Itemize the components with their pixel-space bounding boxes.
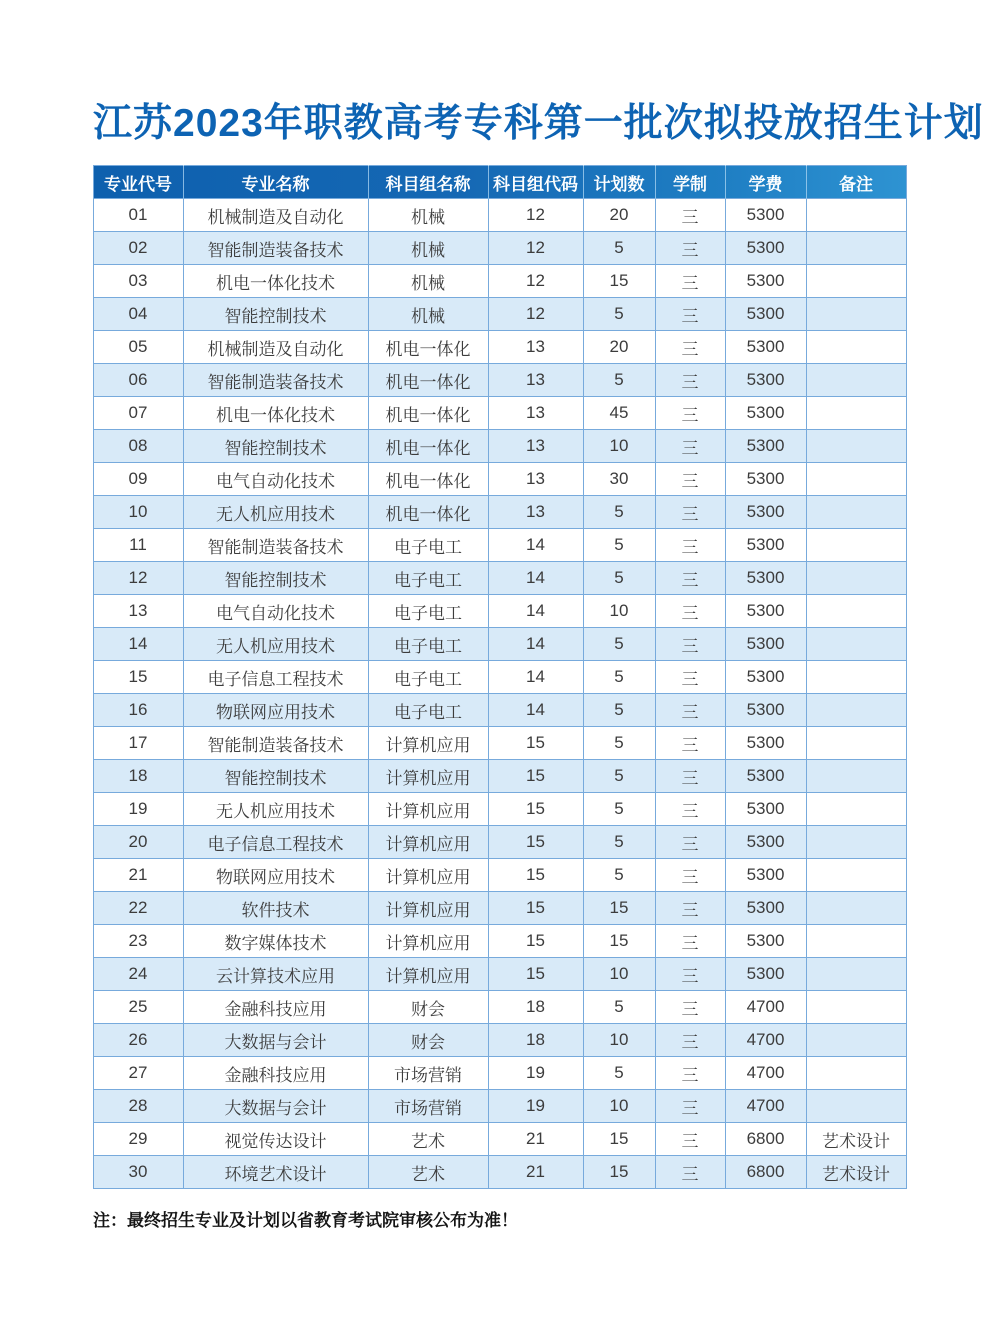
table-row [93,991,906,1024]
table-row [93,859,906,892]
table-row [93,595,906,628]
table-cell: 18 [488,991,583,1024]
table-cell: 数字媒体技术 [183,925,368,958]
table-cell: 13 [93,595,183,628]
column-header: 学费 [725,166,806,199]
table-cell: 机电一体化技术 [183,397,368,430]
table-cell: 电子电工 [368,595,488,628]
table-cell: 财会 [368,1024,488,1057]
table-cell [806,760,906,793]
table-cell: 三 [655,298,725,331]
table-cell: 三 [655,1057,725,1090]
table-row [93,364,906,397]
table-cell: 03 [93,265,183,298]
table-cell: 三 [655,364,725,397]
table-cell: 20 [583,199,655,232]
table-cell: 13 [488,496,583,529]
table-cell: 5300 [725,496,806,529]
table-cell: 10 [93,496,183,529]
table-cell: 15 [488,925,583,958]
table-cell: 三 [655,496,725,529]
table-cell: 5 [583,1057,655,1090]
table-cell: 金融科技应用 [183,1057,368,1090]
table-cell: 14 [93,628,183,661]
table-row [93,463,906,496]
table-cell: 机电一体化 [368,430,488,463]
table-cell: 11 [93,529,183,562]
table-cell: 15 [488,859,583,892]
table-row [93,265,906,298]
table-cell: 大数据与会计 [183,1090,368,1123]
table-cell: 物联网应用技术 [183,694,368,727]
table-cell: 机械 [368,199,488,232]
table-cell: 5300 [725,628,806,661]
table-cell: 15 [583,892,655,925]
table-cell: 01 [93,199,183,232]
table-cell: 5300 [725,859,806,892]
table-cell: 18 [93,760,183,793]
table-cell: 三 [655,1024,725,1057]
table-cell [806,430,906,463]
table-cell [806,793,906,826]
table-cell: 13 [488,430,583,463]
table-cell: 5 [583,991,655,1024]
table-cell: 电子电工 [368,628,488,661]
table-cell: 物联网应用技术 [183,859,368,892]
table-cell: 三 [655,1090,725,1123]
table-cell: 21 [488,1123,583,1156]
table-cell: 05 [93,331,183,364]
table-cell: 13 [488,463,583,496]
table-cell: 三 [655,760,725,793]
table-cell: 电子电工 [368,529,488,562]
table-cell: 5300 [725,958,806,991]
table-cell: 机电一体化 [368,496,488,529]
table-cell: 三 [655,727,725,760]
table-cell: 16 [93,694,183,727]
table-cell: 15 [488,826,583,859]
table-cell: 5300 [725,430,806,463]
table-cell: 14 [488,628,583,661]
table-cell: 10 [583,595,655,628]
table-cell: 14 [488,529,583,562]
table-row [93,793,906,826]
table-row [93,1057,906,1090]
table-cell: 5300 [725,793,806,826]
table-row [93,661,906,694]
table-cell: 09 [93,463,183,496]
column-header: 科目组名称 [368,166,488,199]
table-row [93,925,906,958]
table-cell: 智能控制技术 [183,430,368,463]
table-cell: 三 [655,826,725,859]
table-cell: 电子电工 [368,694,488,727]
table-cell [806,892,906,925]
table-cell: 智能制造装备技术 [183,364,368,397]
table-cell: 6800 [725,1123,806,1156]
table-cell: 市场营销 [368,1057,488,1090]
table-cell: 26 [93,1024,183,1057]
table-cell: 云计算技术应用 [183,958,368,991]
table-cell: 5300 [725,661,806,694]
table-cell: 三 [655,925,725,958]
table-cell: 10 [583,958,655,991]
table-cell: 5 [583,661,655,694]
table-cell: 三 [655,1156,725,1189]
table-cell: 三 [655,232,725,265]
table-cell: 15 [583,925,655,958]
table-cell: 10 [583,1090,655,1123]
table-cell: 14 [488,595,583,628]
table-cell: 5300 [725,463,806,496]
table-cell [806,364,906,397]
table-cell: 机电一体化 [368,364,488,397]
table-cell [806,991,906,1024]
table-cell: 大数据与会计 [183,1024,368,1057]
table-cell: 计算机应用 [368,859,488,892]
table-cell: 机械制造及自动化 [183,199,368,232]
table-cell [806,463,906,496]
table-row [93,892,906,925]
table-cell [806,595,906,628]
table-cell: 机电一体化 [368,331,488,364]
table-body [93,199,906,1189]
table-cell: 软件技术 [183,892,368,925]
table-cell: 15 [583,1156,655,1189]
table-cell: 12 [488,199,583,232]
table-cell: 5300 [725,331,806,364]
table-cell: 无人机应用技术 [183,628,368,661]
table-cell [806,694,906,727]
table-cell: 三 [655,595,725,628]
table-cell: 机电一体化 [368,397,488,430]
table-cell: 三 [655,628,725,661]
table-cell [806,529,906,562]
table-cell: 5300 [725,232,806,265]
table-cell: 24 [93,958,183,991]
table-row [93,430,906,463]
table-cell: 电子电工 [368,562,488,595]
table-cell: 4700 [725,1057,806,1090]
table-cell [806,265,906,298]
table-cell: 艺术设计 [806,1123,906,1156]
table-cell: 15 [488,727,583,760]
table-cell [806,628,906,661]
table-cell: 5300 [725,826,806,859]
table-row [93,562,906,595]
column-header: 科目组代码 [488,166,583,199]
table-cell: 15 [488,892,583,925]
table-cell: 5 [583,298,655,331]
column-header: 计划数 [583,166,655,199]
table-cell: 15 [93,661,183,694]
table-cell: 三 [655,661,725,694]
table-cell: 5300 [725,925,806,958]
table-cell: 19 [488,1090,583,1123]
table-cell: 22 [93,892,183,925]
footnote: 注：最终招生专业及计划以省教育考试院审核公布为准！ [93,1211,518,1230]
table-cell: 5300 [725,265,806,298]
table-cell: 28 [93,1090,183,1123]
table-cell: 5 [583,496,655,529]
table-cell: 5 [583,529,655,562]
table-cell: 5 [583,562,655,595]
table-cell: 三 [655,859,725,892]
table-cell: 27 [93,1057,183,1090]
table-row [93,694,906,727]
table-cell: 15 [488,760,583,793]
table-cell: 三 [655,265,725,298]
table-cell: 15 [488,958,583,991]
table-cell: 14 [488,562,583,595]
table-cell: 5300 [725,562,806,595]
table-row [93,760,906,793]
table-cell: 12 [488,265,583,298]
table-row [93,628,906,661]
table-cell [806,562,906,595]
table-cell: 5 [583,793,655,826]
table-cell: 智能控制技术 [183,760,368,793]
table-cell: 5300 [725,694,806,727]
table-cell: 5 [583,694,655,727]
table-cell [806,958,906,991]
table-cell: 20 [93,826,183,859]
table-cell: 29 [93,1123,183,1156]
table-cell: 21 [93,859,183,892]
table-cell: 5300 [725,199,806,232]
table-cell: 电子信息工程技术 [183,661,368,694]
table-cell: 机械 [368,232,488,265]
table-cell: 智能控制技术 [183,298,368,331]
table-cell: 4700 [725,991,806,1024]
table-cell [806,199,906,232]
table-cell [806,298,906,331]
table-cell: 18 [488,1024,583,1057]
table-row [93,496,906,529]
table-cell: 12 [93,562,183,595]
table-row [93,529,906,562]
table-cell: 30 [583,463,655,496]
table-row [93,1090,906,1123]
table-cell: 12 [488,298,583,331]
table-cell: 20 [583,331,655,364]
table-cell: 5300 [725,727,806,760]
table-row [93,958,906,991]
table-row [93,298,906,331]
table-cell: 13 [488,397,583,430]
table-cell: 13 [488,331,583,364]
table-cell: 智能制造装备技术 [183,727,368,760]
table-cell: 10 [583,430,655,463]
table-cell [806,661,906,694]
table-cell [806,232,906,265]
table-cell: 07 [93,397,183,430]
column-header: 学制 [655,166,725,199]
table-cell [806,826,906,859]
table-cell: 电气自动化技术 [183,595,368,628]
table-cell: 5 [583,364,655,397]
table-cell: 5300 [725,892,806,925]
table-cell: 计算机应用 [368,793,488,826]
table-cell: 17 [93,727,183,760]
table-cell: 5300 [725,298,806,331]
table-cell: 三 [655,397,725,430]
table-cell: 智能制造装备技术 [183,529,368,562]
table-row [93,727,906,760]
table-cell: 三 [655,562,725,595]
table-cell: 电气自动化技术 [183,463,368,496]
table-cell: 19 [488,1057,583,1090]
table-cell: 5 [583,628,655,661]
column-header: 备注 [806,166,906,199]
table-header [93,166,906,199]
table-cell: 02 [93,232,183,265]
column-header: 专业代号 [104,174,172,194]
table-cell: 5300 [725,364,806,397]
table-cell: 三 [655,958,725,991]
table-cell: 15 [583,265,655,298]
table-cell: 三 [655,529,725,562]
table-cell: 25 [93,991,183,1024]
table-row [93,1156,906,1189]
table-cell: 电子信息工程技术 [183,826,368,859]
table-cell: 三 [655,793,725,826]
table-cell [806,496,906,529]
table-cell: 5300 [725,529,806,562]
table-cell: 无人机应用技术 [183,496,368,529]
table-cell: 5300 [725,595,806,628]
page-title: 江苏2023年职教高考专科第一批次拟投放招生计划 [93,102,984,145]
table-cell: 计算机应用 [368,958,488,991]
table-cell: 14 [488,694,583,727]
table-row [93,397,906,430]
table-cell [806,859,906,892]
table-cell: 计算机应用 [368,826,488,859]
table-cell: 计算机应用 [368,760,488,793]
table-cell: 计算机应用 [368,925,488,958]
table-cell: 08 [93,430,183,463]
table-cell: 30 [93,1156,183,1189]
table-cell: 三 [655,694,725,727]
table-cell [806,397,906,430]
table-cell: 艺术 [368,1156,488,1189]
table-cell: 三 [655,463,725,496]
table-cell: 电子电工 [368,661,488,694]
table-cell: 21 [488,1156,583,1189]
table-cell: 机械 [368,298,488,331]
table-cell: 环境艺术设计 [183,1156,368,1189]
table-cell: 5 [583,232,655,265]
table-cell: 机电一体化技术 [183,265,368,298]
table-cell: 三 [655,430,725,463]
table-cell: 13 [488,364,583,397]
table-cell: 5 [583,760,655,793]
table-cell: 无人机应用技术 [183,793,368,826]
table-cell: 15 [583,1123,655,1156]
table-cell: 45 [583,397,655,430]
table-row [93,1123,906,1156]
table-cell: 23 [93,925,183,958]
table-row [93,1024,906,1057]
table-cell: 金融科技应用 [183,991,368,1024]
table-cell: 19 [93,793,183,826]
table-cell: 5 [583,859,655,892]
table-cell: 5300 [725,397,806,430]
table-cell: 智能控制技术 [183,562,368,595]
table-cell: 6800 [725,1156,806,1189]
table-cell: 4700 [725,1090,806,1123]
table-header-row [93,166,906,199]
table-cell: 艺术 [368,1123,488,1156]
table-row [93,232,906,265]
table-cell: 5300 [725,760,806,793]
table-cell [806,1024,906,1057]
table-cell: 三 [655,1123,725,1156]
table-cell: 机械 [368,265,488,298]
table-cell: 三 [655,199,725,232]
table-cell: 智能制造装备技术 [183,232,368,265]
table-cell: 12 [488,232,583,265]
table-cell: 机械制造及自动化 [183,331,368,364]
table-row [93,331,906,364]
table-cell: 三 [655,892,725,925]
table-row [93,826,906,859]
table-cell: 机电一体化 [368,463,488,496]
table-cell [806,1090,906,1123]
table-cell [806,925,906,958]
table-cell: 三 [655,331,725,364]
table-cell [806,331,906,364]
table-cell: 计算机应用 [368,727,488,760]
table-cell: 15 [488,793,583,826]
table-cell: 三 [655,991,725,1024]
table-cell: 06 [93,364,183,397]
table-cell: 10 [583,1024,655,1057]
table-cell: 艺术设计 [806,1156,906,1189]
admission-plan-table [93,165,907,1189]
table-cell: 视觉传达设计 [183,1123,368,1156]
table-row [93,199,906,232]
table-cell: 5 [583,826,655,859]
table-cell [806,727,906,760]
table-cell [806,1057,906,1090]
table-cell: 市场营销 [368,1090,488,1123]
table-cell: 财会 [368,991,488,1024]
column-header: 专业名称 [183,166,368,199]
table-cell: 14 [488,661,583,694]
table-cell: 计算机应用 [368,892,488,925]
table-cell: 04 [93,298,183,331]
table-cell: 4700 [725,1024,806,1057]
table-cell: 5 [583,727,655,760]
